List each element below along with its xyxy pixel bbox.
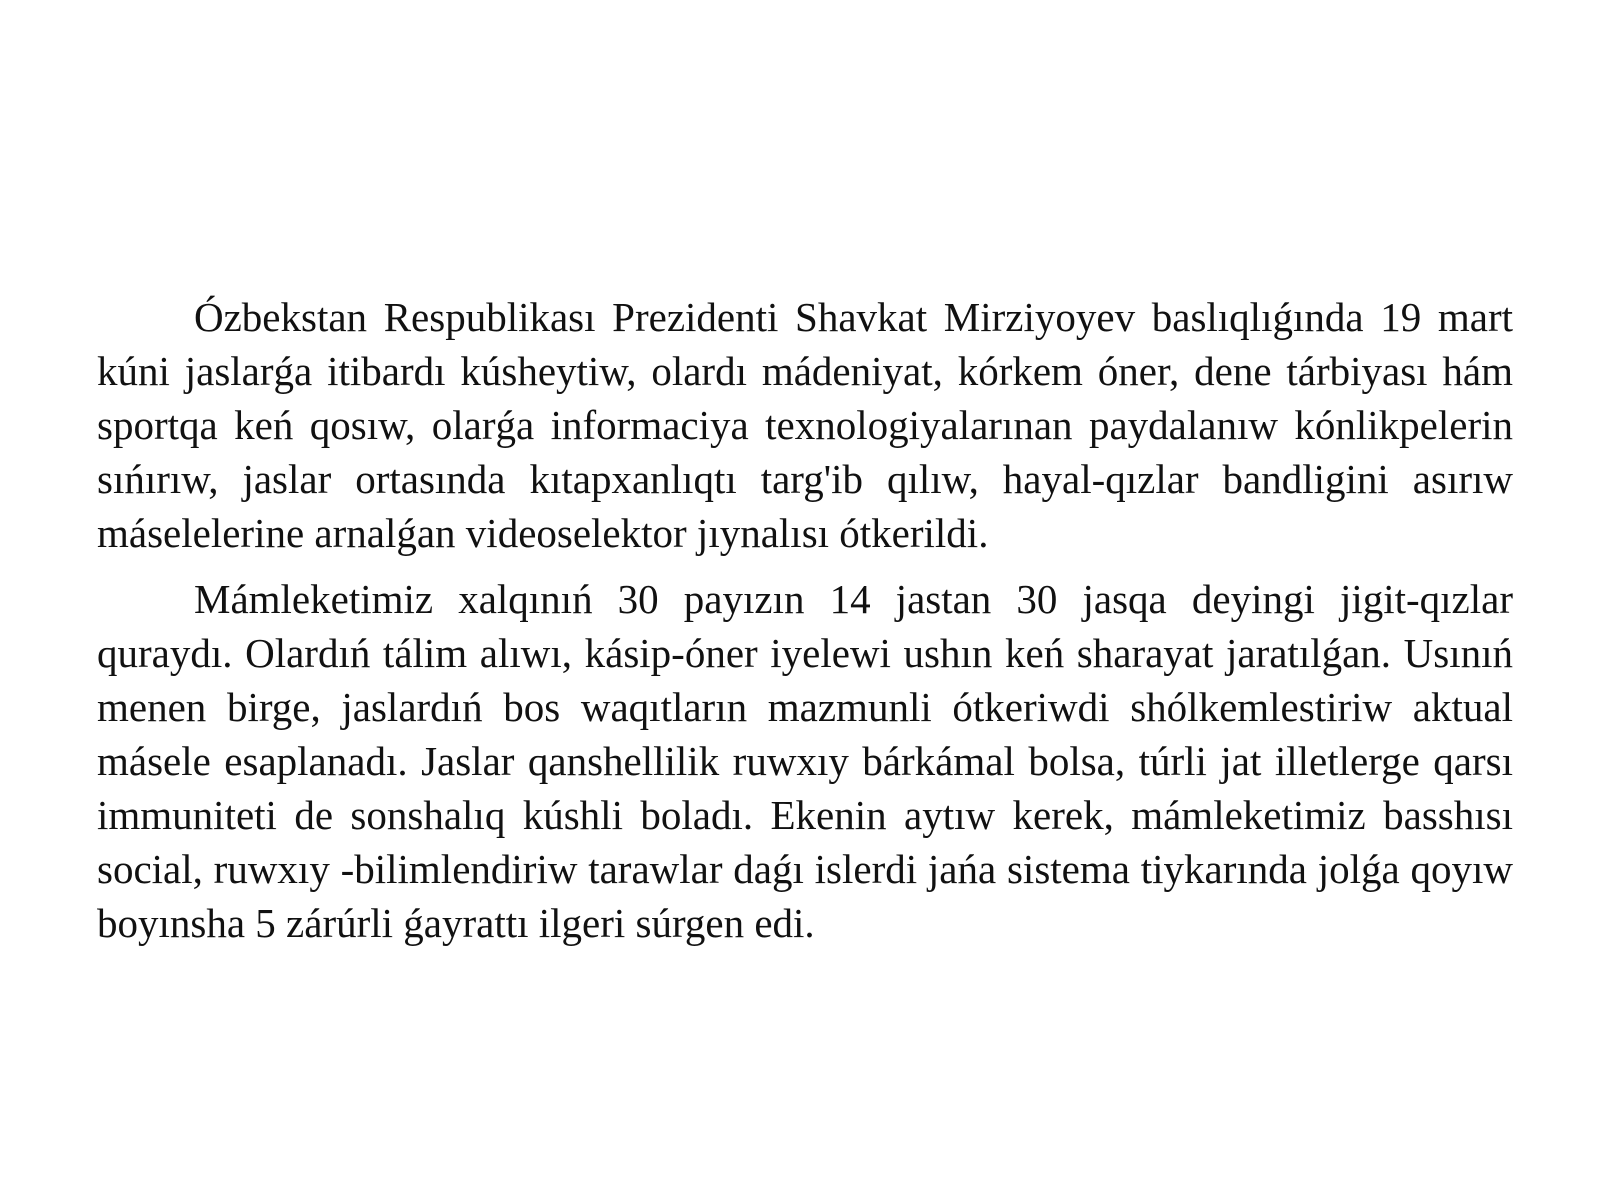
paragraph-1: Ózbekstan Respublikası Prezidenti Shavkat Mirziyoyev baslıqlıǵında 19 mart kúni jaslarǵa itibardı kúsheytiw, olardı mádeniyat, kórkem óner, dene tárbiyası hám sportqa keń qosıw, olarǵa informaciya texnologiyalarınan paydalanıw kónlikpelerin sıńırıw, jaslar ortasında kıtapxanlıqtı targ'ib qılıw, hayal-qızlar bandligini asırıw máselelerine arnalǵan videoselektor jıynalısı ótkerildi. [97, 294, 1513, 556]
paragraph-2: Mámleketimiz xalqınıń 30 payızın 14 jastan 30 jasqa deyingi jigit-qızlar quraydı. Olardıń tálim alıwı, kásip-óner iyelewi ushın keń sharayat jaratılǵan. Usınıń menen birge, jaslardıń bos waqıtların mazmunli ótkeriwdi shólkemlestiriw aktual másele esaplanadı. Jaslar qanshellilik ruwxıy bárkámal bolsa, túrli jat illetlerge qarsı immuniteti de sonshalıq kúshli boladı. Ekenin aytıw kerek, mámleketimiz basshısı social, ruwxıy -bilimlendiriw tarawlar daǵı islerdi jańa sistema tiykarında jolǵa qoyıw boyınsha 5 zárúrli ǵayrattı ilgeri súrgen edi. [97, 576, 1513, 946]
body-text [97, 290, 1513, 962]
